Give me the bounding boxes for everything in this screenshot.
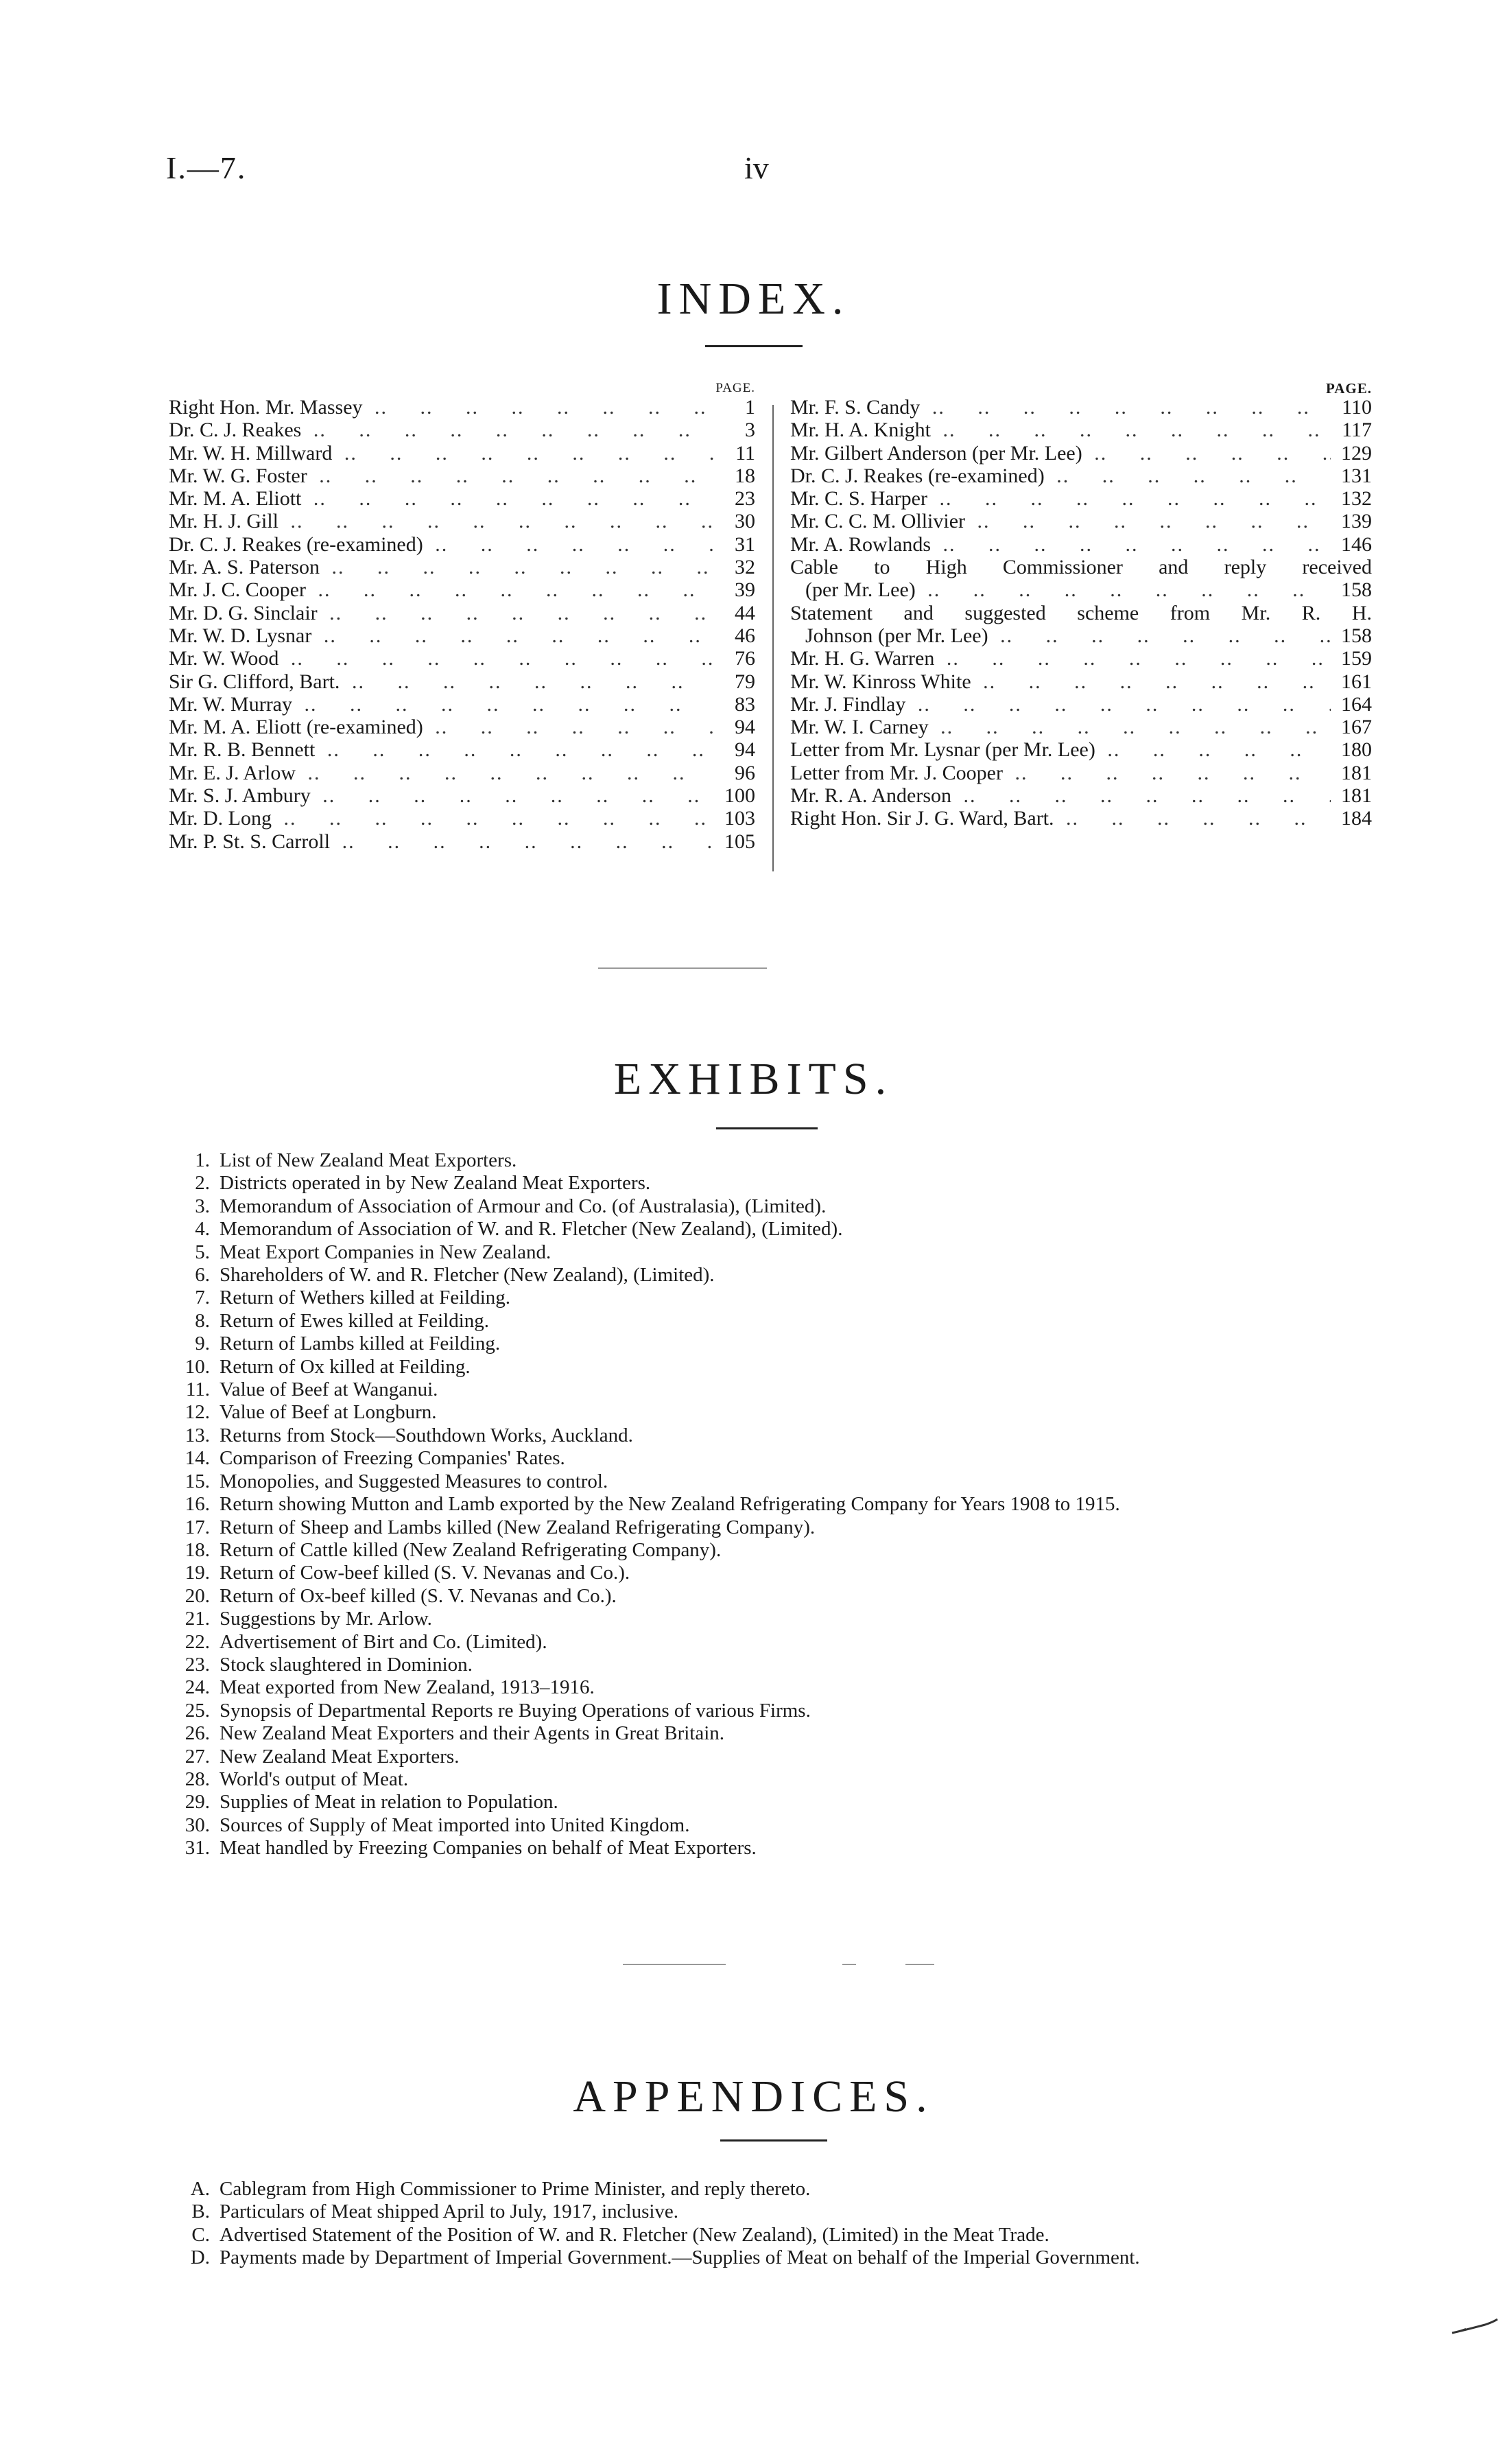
appendices-list <box>167 2178 1395 2270</box>
index-entry-name: Mr. W. Kinross White <box>790 670 971 693</box>
leader-dots <box>933 487 1331 510</box>
exhibit-item <box>167 1378 1375 1401</box>
exhibit-item-number: 1. <box>195 1149 210 1171</box>
index-entry <box>790 693 1372 716</box>
appendix-item-text: Cablegram from High Commissioner to Prime Minister, and reply thereto. <box>219 2178 811 2200</box>
exhibit-item-number: 27. <box>185 1745 210 1768</box>
exhibit-item <box>167 1493 1375 1516</box>
leader-dots <box>921 578 1331 601</box>
index-entry-continuation <box>790 624 1372 647</box>
index-page-number: 129 <box>1341 441 1372 465</box>
exhibit-item-text: Comparison of Freezing Companies' Rates. <box>219 1447 565 1470</box>
index-page-number: 181 <box>1341 784 1372 808</box>
index-entry <box>169 624 755 647</box>
index-entry <box>790 487 1372 510</box>
index-entry-name: Letter from Mr. J. Cooper <box>790 761 1003 784</box>
index-entry-name: Mr. J. C. Cooper <box>169 578 307 602</box>
leader-dots <box>313 465 714 487</box>
exhibit-item-number: 5. <box>195 1241 210 1263</box>
index-entry-name: Dr. C. J. Reakes <box>169 419 302 442</box>
index-entry <box>790 670 1372 693</box>
appendix-item-number: B. <box>191 2201 210 2223</box>
leader-dots <box>911 693 1331 716</box>
index-entry <box>169 716 755 738</box>
exhibit-item <box>167 1447 1375 1470</box>
index-page-number: 146 <box>1341 532 1372 556</box>
index-entry <box>169 556 755 578</box>
index-entry <box>790 442 1372 465</box>
appendix-item-text: Payments made by Department of Imperial Government.—Supplies of Meat on behalf of the Imperial Government. <box>219 2246 1140 2269</box>
index-entry <box>790 738 1372 761</box>
index-entry <box>790 419 1372 441</box>
exhibit-item-number: 13. <box>185 1424 210 1446</box>
index-page-number: 3 <box>745 419 755 442</box>
exhibit-item <box>167 1333 1375 1355</box>
exhibit-item <box>167 1562 1375 1584</box>
page-reference: I.—7. <box>166 150 247 185</box>
leader-dots <box>977 670 1331 693</box>
exhibit-item-number: 9. <box>195 1333 210 1355</box>
leader-dots <box>1008 762 1331 784</box>
index-page-number: 103 <box>724 807 755 830</box>
index-entry <box>169 578 755 601</box>
leader-dots <box>936 419 1331 441</box>
exhibit-item-number: 18. <box>185 1538 210 1561</box>
exhibit-item-number: 10. <box>185 1355 210 1378</box>
exhibit-item <box>167 1700 1375 1722</box>
exhibit-item-number: 30. <box>185 1814 210 1836</box>
page-number: iv <box>744 150 769 185</box>
exhibit-item-text: Return of Lambs killed at Feilding. <box>219 1333 501 1355</box>
exhibit-item <box>167 1631 1375 1654</box>
leader-dots <box>311 578 714 601</box>
exhibit-item-number: 4. <box>195 1218 210 1241</box>
index-entry <box>169 693 755 716</box>
index-page-number: 117 <box>1342 419 1372 442</box>
index-entry-name: Mr. J. Findlay <box>790 692 906 716</box>
appendix-item <box>167 2201 1395 2223</box>
exhibit-item-number: 3. <box>195 1195 210 1217</box>
exhibit-item-text: Monopolies, and Suggested Measures to control. <box>219 1470 608 1492</box>
exhibits-list <box>167 1149 1375 1860</box>
index-entry-line: Cable to High Commissioner and reply received <box>790 556 1372 579</box>
leader-dots <box>936 533 1331 556</box>
exhibit-item-text: Return of Cattle killed (New Zealand Refrigerating Company). <box>219 1538 722 1561</box>
exhibit-item <box>167 1585 1375 1608</box>
exhibits-title-rule <box>716 1127 818 1129</box>
exhibit-item-number: 12. <box>185 1401 210 1424</box>
leader-dots <box>429 533 714 556</box>
index-entry <box>790 556 1372 578</box>
exhibit-item-text: Shareholders of W. and R. Fletcher (New Zealand), (Limited). <box>219 1264 715 1287</box>
exhibit-item-text: Districts operated in by New Zealand Meat Exporters. <box>219 1172 651 1195</box>
exhibit-item-text: Returns from Stock—Southdown Works, Auckland. <box>219 1424 633 1446</box>
exhibit-item <box>167 1172 1375 1195</box>
exhibit-item-number: 28. <box>185 1768 210 1790</box>
index-left-column <box>169 381 755 853</box>
index-entry <box>169 807 755 830</box>
index-page-number: 46 <box>735 624 755 647</box>
exhibit-item <box>167 1149 1375 1172</box>
leader-dots <box>1050 465 1331 487</box>
index-entry-line: (per Mr. Lee) <box>805 578 916 602</box>
exhibit-item-number: 11. <box>185 1378 210 1401</box>
exhibit-item-text: Return showing Mutton and Lamb exported by the New Zealand Refrigerating Company for Years 1908 to 1915. <box>219 1493 1120 1516</box>
leader-dots <box>325 556 714 578</box>
index-entry-name: Dr. C. J. Reakes (re-examined) <box>790 464 1045 487</box>
index-entry-name: Mr. A. S. Paterson <box>169 556 320 579</box>
index-entry-name: Right Hon. Sir J. G. Ward, Bart. <box>790 807 1054 830</box>
index-entry <box>169 762 755 784</box>
exhibit-item-number: 20. <box>185 1584 210 1607</box>
index-entry-name: Mr. E. J. Arlow <box>169 761 296 784</box>
index-entry-name: Mr. A. Rowlands <box>790 532 932 556</box>
exhibit-item-text: Meat Export Companies in New Zealand. <box>219 1241 551 1263</box>
exhibit-item-text: Supplies of Meat in relation to Population. <box>219 1791 558 1814</box>
exhibit-item <box>167 1401 1375 1424</box>
index-page-number: 105 <box>724 830 755 853</box>
exhibit-item <box>167 1722 1375 1745</box>
exhibit-item-number: 7. <box>195 1287 210 1309</box>
leader-dots <box>957 784 1331 807</box>
index-page-number: 94 <box>735 716 755 739</box>
appendix-item-text: Advertised Statement of the Position of W. and R. Fletcher (New Zealand), (Limited) in the Meat Trade. <box>219 2223 1049 2246</box>
index-entry <box>790 602 1372 624</box>
index-entry <box>169 670 755 693</box>
index-page-number: 32 <box>735 556 755 579</box>
pen-mark <box>1451 2318 1499 2338</box>
index-entry-continuation <box>790 578 1372 601</box>
index-page-number: 94 <box>735 738 755 762</box>
index-page-number: 132 <box>1341 487 1372 511</box>
index-entry-name: Mr. W. I. Carney <box>790 716 929 739</box>
leader-dots <box>335 830 714 853</box>
index-entry-name: Mr. D. G. Sinclair <box>169 601 318 624</box>
exhibit-item <box>167 1310 1375 1333</box>
exhibit-item <box>167 1746 1375 1768</box>
appendix-item-text: Particulars of Meat shipped April to July, 1917, inclusive. <box>219 2201 679 2223</box>
index-entry <box>790 762 1372 784</box>
exhibit-item-number: 19. <box>185 1562 210 1584</box>
leader-dots <box>925 396 1331 419</box>
exhibit-item-number: 23. <box>185 1653 210 1676</box>
appendices-title: APPENDICES. <box>573 2072 934 2122</box>
index-entry-name: Mr. D. Long <box>169 807 272 830</box>
leader-dots <box>1088 442 1331 465</box>
leader-dots <box>1101 738 1331 761</box>
exhibit-item-number: 24. <box>185 1676 210 1699</box>
index-entry-name: Right Hon. Mr. Massey <box>169 396 363 419</box>
exhibit-item-number: 26. <box>185 1722 210 1745</box>
leader-dots <box>284 510 714 532</box>
leader-dots <box>971 510 1331 532</box>
leader-dots <box>284 647 714 670</box>
exhibit-item-number: 2. <box>195 1172 210 1195</box>
index-page-number: 18 <box>735 464 755 487</box>
exhibit-item-number: 6. <box>195 1264 210 1287</box>
exhibit-item-number: 16. <box>185 1493 210 1516</box>
index-page-number: 110 <box>1342 396 1372 419</box>
exhibit-item-text: Memorandum of Association of W. and R. Fletcher (New Zealand), (Limited). <box>219 1218 843 1241</box>
index-entry-name: Dr. C. J. Reakes (re-examined) <box>169 532 423 556</box>
index-entry <box>790 807 1372 830</box>
exhibit-item <box>167 1768 1375 1791</box>
section-divider <box>623 1964 726 1965</box>
index-page-number: 164 <box>1341 692 1372 716</box>
exhibit-item-text: Memorandum of Association of Armour and Co. (of Australasia), (Limited). <box>219 1195 827 1217</box>
exhibit-item-number: 14. <box>185 1447 210 1470</box>
index-entry <box>169 396 755 419</box>
index-page-number: 161 <box>1341 670 1372 693</box>
index-page-number: 184 <box>1341 807 1372 830</box>
index-page-number: 11 <box>735 441 755 465</box>
exhibit-item-text: Value of Beef at Longburn. <box>219 1401 437 1424</box>
appendix-item <box>167 2246 1395 2269</box>
leader-dots <box>307 487 714 510</box>
exhibit-item-text: Meat exported from New Zealand, 1913–1916. <box>219 1676 595 1699</box>
index-page-number: 83 <box>735 692 755 716</box>
exhibit-item-text: Stock slaughtered in Dominion. <box>219 1653 473 1676</box>
index-entry <box>169 647 755 670</box>
exhibit-item-number: 31. <box>185 1837 210 1859</box>
index-page-number: 167 <box>1341 716 1372 739</box>
index-entry-name: Mr. P. St. S. Carroll <box>169 830 331 853</box>
exhibit-item-text: Sources of Supply of Meat imported into United Kingdom. <box>219 1814 690 1836</box>
exhibit-item-text: World's output of Meat. <box>219 1768 409 1790</box>
exhibit-item <box>167 1424 1375 1447</box>
index-entry <box>790 716 1372 738</box>
exhibit-item-text: Return of Ewes killed at Feilding. <box>219 1309 490 1332</box>
leader-dots <box>1060 807 1331 830</box>
leader-dots <box>323 602 714 624</box>
exhibit-item <box>167 1608 1375 1630</box>
index-title-rule <box>705 345 803 347</box>
index-page-number: 23 <box>735 487 755 511</box>
exhibit-item-text: Return of Cow-beef killed (S. V. Nevanas and Co.). <box>219 1562 630 1584</box>
index-page-number: 1 <box>745 396 755 419</box>
index-entry <box>169 465 755 487</box>
appendix-item-number: D. <box>190 2246 210 2269</box>
index-page-number: 39 <box>735 578 755 602</box>
index-page-number: 159 <box>1341 647 1372 670</box>
exhibit-item-number: 8. <box>195 1309 210 1332</box>
index-page-number: 180 <box>1341 738 1372 762</box>
index-entry-name: Mr. C. S. Harper <box>790 487 927 511</box>
exhibit-item <box>167 1654 1375 1676</box>
leader-dots <box>307 419 714 441</box>
index-entry <box>169 738 755 761</box>
index-entry <box>790 396 1372 419</box>
leader-dots <box>301 762 714 784</box>
index-entry <box>169 830 755 853</box>
leader-dots <box>277 807 714 830</box>
exhibit-item <box>167 1356 1375 1378</box>
index-page-number: 31 <box>735 532 755 556</box>
index-entry-line: Johnson (per Mr. Lee) <box>805 624 988 647</box>
leader-dots <box>934 716 1331 738</box>
exhibit-item-text: Synopsis of Departmental Reports re Buying Operations of various Firms. <box>219 1699 811 1722</box>
index-entry-name: Mr. H. A. Knight <box>790 419 932 442</box>
index-entry <box>790 510 1372 532</box>
appendix-item <box>167 2224 1395 2246</box>
index-entry <box>169 487 755 510</box>
index-entry-name: Mr. W. H. Millward <box>169 441 333 465</box>
index-entry <box>790 647 1372 670</box>
index-entry-name: Mr. R. A. Anderson <box>790 784 952 808</box>
index-entry-name: Mr. F. S. Candy <box>790 396 921 419</box>
index-entry-name: Letter from Mr. Lysnar (per Mr. Lee) <box>790 738 1095 762</box>
index-page-number: 131 <box>1341 464 1372 487</box>
section-divider <box>598 967 767 969</box>
exhibit-item <box>167 1539 1375 1562</box>
exhibit-item-number: 21. <box>185 1608 210 1630</box>
index-entry-name: Sir G. Clifford, Bart. <box>169 670 340 693</box>
exhibit-item-number: 17. <box>185 1516 210 1538</box>
exhibit-item-text: Return of Ox killed at Feilding. <box>219 1355 471 1378</box>
appendix-item-number: A. <box>190 2178 210 2200</box>
exhibit-item-text: Return of Ox-beef killed (S. V. Nevanas and Co.). <box>219 1584 617 1607</box>
exhibit-item <box>167 1470 1375 1493</box>
exhibit-item-number: 22. <box>185 1630 210 1653</box>
index-entry <box>790 465 1372 487</box>
index-entry-name: Mr. W. D. Lysnar <box>169 624 312 647</box>
leader-dots <box>940 647 1331 670</box>
appendix-item <box>167 2178 1395 2201</box>
exhibit-item <box>167 1791 1375 1814</box>
exhibit-item <box>167 1837 1375 1859</box>
index-title: INDEX. <box>656 274 851 324</box>
index-entry <box>169 419 755 441</box>
index-entry-name: Mr. C. C. M. Ollivier <box>790 510 966 533</box>
index-entry-name: Mr. W. Murray <box>169 692 292 716</box>
index-column-divider <box>772 405 774 871</box>
appendix-item-number: C. <box>191 2223 210 2246</box>
exhibit-item-text: Return of Wethers killed at Feilding. <box>219 1287 510 1309</box>
section-divider <box>842 1964 856 1965</box>
index-entry <box>169 510 755 532</box>
leader-dots <box>320 738 714 761</box>
index-page-number: 44 <box>735 601 755 624</box>
leader-dots <box>298 693 714 716</box>
index-page-number: 139 <box>1341 510 1372 533</box>
index-entry-name: Mr. R. B. Bennett <box>169 738 316 762</box>
index-page-number: 158 <box>1341 578 1372 602</box>
leader-dots <box>316 784 714 807</box>
exhibit-item-text: Meat handled by Freezing Companies on behalf of Meat Exporters. <box>219 1837 757 1859</box>
index-entry-name: Mr. S. J. Ambury <box>169 784 311 808</box>
index-entry-name: Mr. M. A. Eliott (re-examined) <box>169 716 423 739</box>
leader-dots <box>345 670 714 693</box>
index-page-number: 181 <box>1341 761 1372 784</box>
index-entry <box>169 533 755 556</box>
index-entry-name: Mr. W. Wood <box>169 647 279 670</box>
leader-dots <box>429 716 714 738</box>
index-entry-name: Mr. W. G. Foster <box>169 464 307 487</box>
index-right-page-header: PAGE. <box>1325 380 1372 397</box>
exhibits-title: EXHIBITS. <box>613 1054 894 1104</box>
leader-dots <box>994 624 1331 647</box>
index-entry <box>169 602 755 624</box>
exhibit-item <box>167 1218 1375 1241</box>
exhibit-item <box>167 1264 1375 1287</box>
index-entry <box>790 784 1372 807</box>
exhibit-item-text: Value of Beef at Wanganui. <box>219 1378 438 1401</box>
index-left-page-header: PAGE. <box>715 381 755 395</box>
index-entry-name: Mr. M. A. Eliott <box>169 487 302 511</box>
exhibit-item-number: 29. <box>185 1791 210 1814</box>
index-page-number: 100 <box>724 784 755 808</box>
leader-dots <box>368 396 714 419</box>
exhibit-item <box>167 1814 1375 1837</box>
index-entry-line: Statement and suggested scheme from Mr. R. H. <box>790 601 1372 624</box>
exhibit-item-text: Return of Sheep and Lambs killed (New Zealand Refrigerating Company). <box>219 1516 816 1538</box>
exhibit-item <box>167 1287 1375 1309</box>
exhibit-item-text: New Zealand Meat Exporters. <box>219 1745 460 1768</box>
exhibit-item-text: Suggestions by Mr. Arlow. <box>219 1608 432 1630</box>
exhibit-item <box>167 1516 1375 1539</box>
index-entry <box>169 784 755 807</box>
exhibit-item-text: List of New Zealand Meat Exporters. <box>219 1149 517 1171</box>
index-right-column <box>790 381 1372 830</box>
index-entry <box>790 533 1372 556</box>
section-divider <box>905 1964 934 1965</box>
index-page-number: 30 <box>735 510 755 533</box>
index-entry-name: Mr. H. G. Warren <box>790 647 935 670</box>
exhibit-item-text: New Zealand Meat Exporters and their Agents in Great Britain. <box>219 1722 725 1745</box>
exhibit-item <box>167 1676 1375 1699</box>
exhibit-item-number: 15. <box>185 1470 210 1492</box>
index-entry-name: Mr. Gilbert Anderson (per Mr. Lee) <box>790 441 1082 465</box>
exhibit-item <box>167 1241 1375 1264</box>
exhibit-item-text: Advertisement of Birt and Co. (Limited). <box>219 1630 547 1653</box>
index-page-number: 96 <box>735 761 755 784</box>
index-page-number: 79 <box>735 670 755 693</box>
leader-dots <box>317 624 714 647</box>
index-entry-name: Mr. H. J. Gill <box>169 510 279 533</box>
leader-dots <box>337 442 714 465</box>
index-page-number: 76 <box>735 647 755 670</box>
appendices-title-rule <box>720 2139 827 2142</box>
index-entry <box>169 442 755 465</box>
index-page-number: 158 <box>1341 624 1372 647</box>
exhibit-item-number: 25. <box>185 1699 210 1722</box>
exhibit-item <box>167 1195 1375 1218</box>
